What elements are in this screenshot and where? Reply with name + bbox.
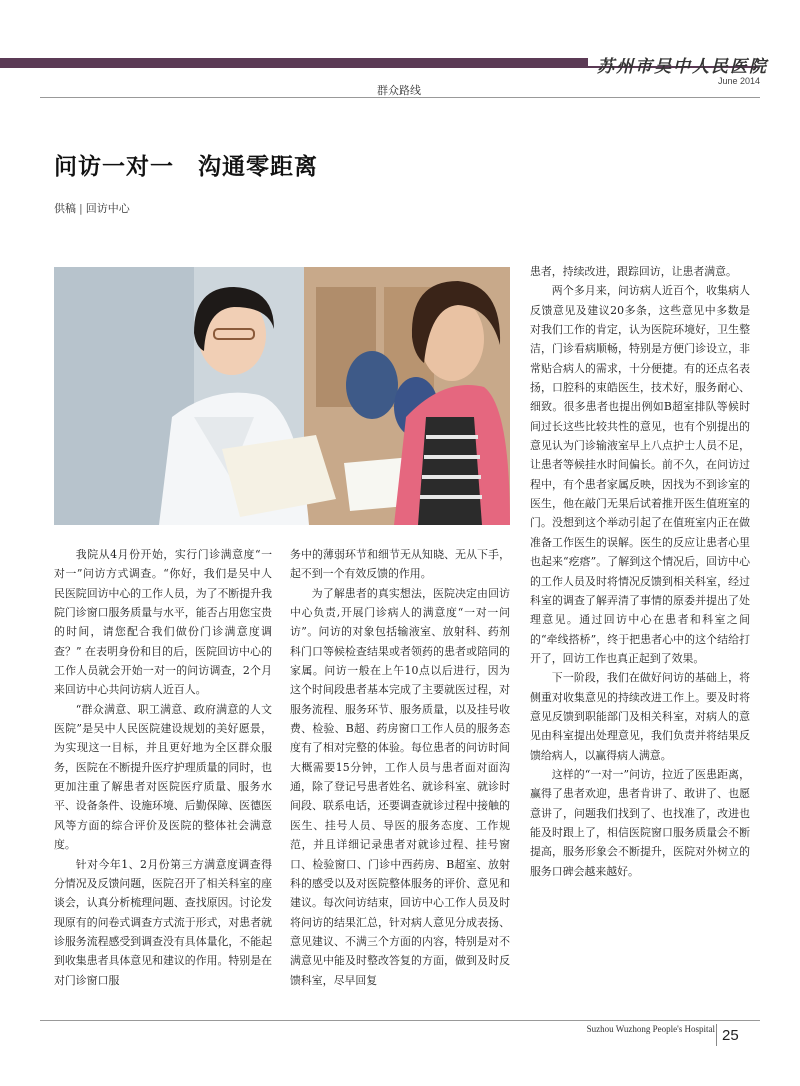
footer-divider xyxy=(40,1020,760,1021)
header-divider xyxy=(40,97,760,98)
photo-illustration xyxy=(54,267,510,525)
article-title: 问访一对一 沟通零距离 xyxy=(54,154,318,180)
paragraph: 针对今年1、2月份第三方满意度调查得分情况及反馈问题，医院召开了相关科室的座谈会，认真分析梳理问题、查找原因。讨论发现原有的问卷式调查方式流于形式，对患者就诊服务流程感受到调查没有具体量化，不能起到收集患者具体意见和建议的作用。特别是在对门诊窗口服 xyxy=(54,857,272,987)
author-byline xyxy=(54,200,130,216)
paragraph: 为了解患者的真实想法，医院决定由回访中心负责,开展门诊病人的满意度“一对一问访”。问访的对象包括输液室、放射科、药剂科门口等候检查结果或者领药的患者或陪同的家属。问访一般在上午10点以后进行，因为这个时间段患者基本完成了主要就医过程，对服务流程、服务环节、服务质量，以及挂号收费、检验、B超、药房窗口工作人员的服务态度有了相对完整的体验。每位患者的问访时间大概需要15分钟，工作人员与患者面对面沟通，除了登记号患者姓名、就诊科室、就诊时间段、联系电话，还要调查就诊过程中接触的医生、挂号人员、导医的服务态度、工作规范，并且详细记录患者对就诊过程、挂号窗口、检验窗口、门诊中西药房、B超室、放射科的感受以及对医院整体服务的评价、意见和建议。每次问访结束，回访中心工作人员及时将问访的结果汇总，针对病人意见分成表扬、意见建议、不满三个方面的内容，特别是对不满意见中能及时整改答复的方面，做到及时反馈科室，尽早回复 xyxy=(290,586,510,987)
hospital-logo-text: 苏州市吴中人民医院 xyxy=(597,57,768,77)
paragraph: 下一阶段，我们在做好问访的基础上，将侧重对收集意见的持续改进工作上。要及时将意见反馈到职能部门及相关科室，对病人的意见由科室提出处理意见，我们负责并将结果反馈给病人，以赢得病人满意。 xyxy=(530,671,750,762)
author-label: 供稿 xyxy=(54,202,76,215)
header-bar xyxy=(0,58,588,68)
paragraph: 我院从4月份开始，实行门诊满意度“一对一”问访方式调查。“你好，我们是吴中人民医院回访中心的工作人员，为了不断提升我院门诊窗口服务质量与水平，能否占用您宝贵的时间，请您配合我们做份门诊满意度调查？” 在表明身份和目的后，医院回访中心的工作人员就会开始一对一的问访调查，2个月来回访中心共问访病人近百人。 xyxy=(54,548,272,697)
page-number: 25 xyxy=(722,1027,739,1044)
article-column-2 xyxy=(290,545,510,990)
paragraph: 患者，持续改进，跟踪回访，让患者满意。 xyxy=(530,265,737,278)
paragraph: 这样的“一对一”问访，拉近了医患距离，赢得了患者欢迎，患者肯讲了、敢讲了、也愿意讲了，问题我们找到了、也找准了，改进也能及时跟上了，相信医院窗口服务质量会不断提高，服务形象会不断提升，医院对外树立的服务口碑会越来越好。 xyxy=(530,767,750,878)
paragraph: 两个多月来，问访病人近百个，收集病人反馈意见及建议20多条，这些意见中多数是对我们工作的肯定，认为医院环境好，卫生整洁，门诊看病顺畅，特别是方便门诊设立，非常贴合病人的需求，十分便捷。有的还点名表扬，口腔科的束皓医生，技术好，服务耐心、细致。很多患者也提出例如B超室排队等候时间过长这些比较共性的意见，也有个别提出的意见认为门诊输液室早上八点护士人员不足，让患者等候挂水时间偏长。前不久，在问访过程中，有个患者家属反映，因找为不到诊室的医生，他在敲门无果后试着推开医生值班室的门。没想到这个举动引起了在值班室内正在做准备工作医生的误解。医生的反应让患者心里也起来“疙瘩”。了解到这个情况后，回访中心的工作人员及时将情况反馈到相关科室，经过科室的调查了解弄清了事情的原委并提出了处理意见。通过回访中心在患者和科室之间的“牵线搭桥”，终于把患者心中的这个结给打开了，回访工作也真正起到了效果。 xyxy=(530,284,750,665)
paragraph: “群众满意、职工满意、政府满意的人文医院”是吴中人民医院建设规划的美好愿景，为实现这一目标，并且更好地为全区群众服务，医院在不断提升医疗护理质量的同时，也更加注重了解患者对医院医疗质量、服务水平、设备条件、设施环境、后勤保障、医德医风等方面的综合评价及医院的整体社会满意度。 xyxy=(54,702,272,852)
author-name: 回访中心 xyxy=(85,202,130,215)
article-column-3 xyxy=(530,262,750,881)
issue-date: June 2014 xyxy=(717,76,760,86)
article-column-1 xyxy=(54,545,272,990)
author-separator: | xyxy=(79,202,83,215)
paragraph: 务中的薄弱环节和细节无从知晓、无从下手，起不到一个有效反馈的作用。 xyxy=(290,548,510,581)
footer-hospital-name: Suzhou Wuzhong People's Hospital xyxy=(586,1024,715,1034)
section-name: 群众路线 xyxy=(377,84,421,97)
article-photo xyxy=(54,267,510,525)
